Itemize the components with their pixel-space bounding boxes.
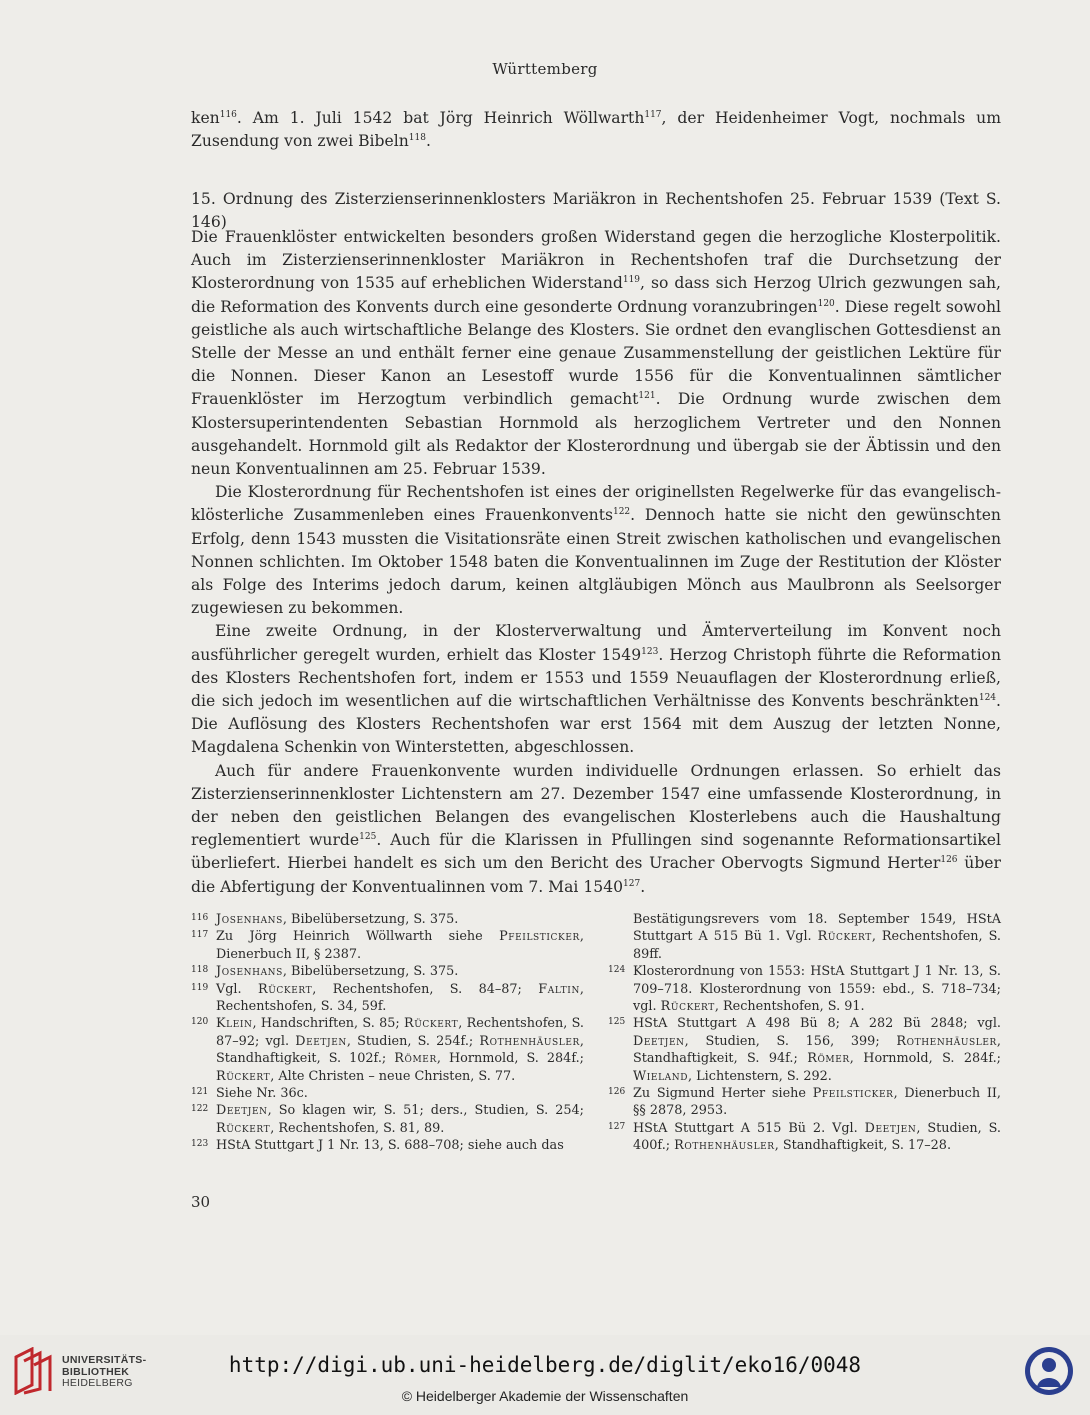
paragraph: Die Klosterordnung für Rechentshofen ist eines der originellsten Regelwerke für das evangelisch-klösterliche Zusammenleben eines Frauenkonvents$^{122}$. Dennoch hatte sie nicht den gewünschten Erfolg, denn 1543 mussten die Visitationsräte einen Streit zwischen katholischen und evangelischen Nonnen schlichten. Im Oktober 1548 baten die Konventualinnen im Zuge der Restitution der Klöster als Folge des Interims jedoch darum, keinen altgläubigen Mönch aus Maulbronn als Seelsorger zugewiesen zu bekommen. (191, 483, 1001, 618)
footnote-125: 125 HStA Stuttgart A 498 Bü 8; A 282 Bü 2848; vgl. Deetjen, Studien, S. 156, 399; Rothenhäusler, Standhaftigkeit, S. 94f.; Römer, Hornmold, S. 284f.; Wieland, Lichtenstern, S. 292. (608, 1016, 1001, 1084)
footnote-124: 124 Klosterordnung von 1553: HStA Stuttgart J 1 Nr. 13, S. 709–718. Klosterordnung von 1559: ebd., S. 718–734; vgl. Rückert, Rechentshofen, S. 91. (608, 964, 1001, 1015)
footnote-119: 119 Vgl. Rückert, Rechentshofen, S. 84–87; Faltin, Rechentshofen, S. 34, 59f. (191, 981, 584, 1015)
paragraph: Auch für andere Frauenkonvente wurden individuelle Ordnungen erlassen. So erhielt das Zisterzienserinnenkloster Lichtenstern am 27. Dezember 1547 eine umfassende Klosterordnung, in der neben den geistlichen Belangen des evangelischen Klosterlebens auch die Haushaltung reglementiert wurde$^{125}$. Auch für die Klarissen in Pfullingen sind sogenannte Reformationsartikel überliefert. Hierbei handelt es sich um den Bericht des Uracher Obervogts Sigmund Herter$^{126}$ über die Abfertigung der Konventualinnen vom 7. Mai 1540$^{127}$. (191, 761, 1001, 896)
footnotes (191, 911, 1001, 1155)
permalink-url[interactable]: http://digi.ub.uni-heidelberg.de/diglit/eko16/0048 (228, 1353, 862, 1377)
footnote-123-continued: Bestätigungsrevers vom 18. September 1549, HStA Stuttgart A 515 Bü 1. Vgl. Rückert, Rechentshofen, S. 89ff. (633, 912, 1001, 962)
footnote-ref[interactable]: 124 (978, 693, 997, 704)
footnote-ref[interactable]: 118 (408, 133, 426, 144)
footnote-116: 116 Josenhans, Bibelübersetzung, S. 375. (191, 912, 459, 927)
page-number: 30 (191, 1193, 211, 1211)
intro-paragraph: ken$^{116}$. Am 1. Juli 1542 bat Jörg Heinrich Wöllwarth$^{117}$, der Heidenheimer Vogt, nochmals um Zusendung von zwei Bibeln$^{118}$. (191, 109, 1001, 151)
footnote-ref[interactable]: 122 (612, 507, 631, 518)
footnote-ref[interactable]: 125 (359, 832, 377, 843)
footnote-123: 123 HStA Stuttgart J 1 Nr. 13, S. 688–708; siehe auch das (191, 1138, 564, 1154)
footnote-column-left (191, 911, 584, 1155)
footnote-ref[interactable]: 117 (644, 110, 662, 120)
footnote-ref[interactable]: 116 (219, 110, 237, 120)
footnote-120: 120 Klein, Handschriften, S. 85; Rückert, Rechentshofen, S. 87–92; vgl. Deetjen, Studien, S. 254f.; Rothenhäusler, Standhaftigkeit, S. 102f.; Römer, Hornmold, S. 284f.; Rückert, Alte Christen – neue Christen, S. 77. (191, 1016, 585, 1084)
footnote-118: 118 Josenhans, Bibelübersetzung, S. 375. (191, 964, 459, 980)
footnote-127: 127 HStA Stuttgart A 515 Bü 2. Vgl. Deetjen, Studien, S. 400f.; Rothenhäusler, Standhaftigkeit, S. 17–28. (608, 1120, 1001, 1154)
paragraph: Eine zweite Ordnung, in der Klosterverwaltung und Ämterverteilung im Konvent noch ausführlicher geregelt wurden, erhielt das Kloster 1549$^{123}$. Herzog Christoph führte die Reformation des Klosters Rechentshofen fort, indem er 1553 und 1559 Neuauflagen der Klosterordnung erließ, die sich jedoch im wesentlichen auf die wirtschaftlichen Verhältnisse des Konvents beschränkten$^{124}$. Die Auflösung des Klosters Rechentshofen war erst 1564 mit dem Auszug der letzten Nonne, Magdalena Schenkin von Winterstetten, abgeschlossen. (191, 622, 1001, 757)
footnote-ref[interactable]: 120 (817, 298, 835, 309)
viewer-footer (0, 1335, 1090, 1415)
footnote-ref[interactable]: 123 (641, 646, 659, 657)
section-heading: 15. Ordnung des Zisterzienserinnenklosters Mariäkron in Rechentshofen 25. Februar 1539 (Text S. 146) (191, 190, 1001, 232)
footnote-ref[interactable]: 119 (622, 275, 641, 286)
copyright-notice: © Heidelberger Akademie der Wissenschaften (401, 1388, 689, 1404)
footnote-126: 126 Zu Sigmund Herter siehe Pfeilsticker, Dienerbuch II, §§ 2878, 2953. (608, 1086, 1001, 1119)
footnote-column-right (608, 911, 1001, 1155)
academy-seal-icon (1023, 1345, 1075, 1397)
footnote-117: 117 Zu Jörg Heinrich Wöllwarth siehe Pfeilsticker, Dienerbuch II, § 2387. (191, 929, 584, 962)
footnote-ref[interactable]: 127 (623, 878, 641, 889)
footnote-121: 121 Siehe Nr. 36c. (191, 1086, 308, 1102)
paragraph: Die Frauenklöster entwickelten besonders großen Widerstand gegen die herzogliche Klosterpolitik. Auch im Zisterzienserinnenkloster Mariäkron in Rechentshofen traf die Durchsetzung der Klosterordnung von 1535 auf erheblichen Widerstand$^{119}$, so dass sich Herzog Ulrich gezwungen sah, die Reformation des Konvents durch eine gesonderte Ordnung voranzubringen$^{120}$. Diese regelt sowohl geistliche als auch wirtschaftliche Belange des Klosters. Sie ordnet den evanglischen Gottesdienst an Stelle der Messe an und enthält ferner eine genaue Zusammenstellung der geistlichen Lektüre für die Nonnen. Dieser Kanon an Lesestoff wurde 1556 für die Konventualinnen sämtlicher Frauenklöster im Herzogtum verbindlich gemacht$^{121}$. Die Ordnung wurde zwischen dem Klostersuperintendenten Sebastian Hornmold als herzoglichem Vertreter und den Nonnen ausgehandelt. Hornmold gilt als Redaktor der Klosterordnung und übergab sie der Äbtissin und den neun Konventualinnen am 25. Februar 1539. (191, 228, 1001, 479)
main-text (191, 226, 1001, 899)
footnote-122: 122 Deetjen, So klagen wir, S. 51; ders., Studien, S. 254; Rückert, Rechentshofen, S. 81, 89. (191, 1103, 584, 1136)
footnote-ref[interactable]: 121 (638, 391, 656, 402)
footnote-ref[interactable]: 126 (940, 855, 958, 866)
running-head: Württemberg (492, 60, 598, 78)
library-name: UNIVERSITÄTS- BIBLIOTHEK HEIDELBERG (62, 1354, 147, 1389)
